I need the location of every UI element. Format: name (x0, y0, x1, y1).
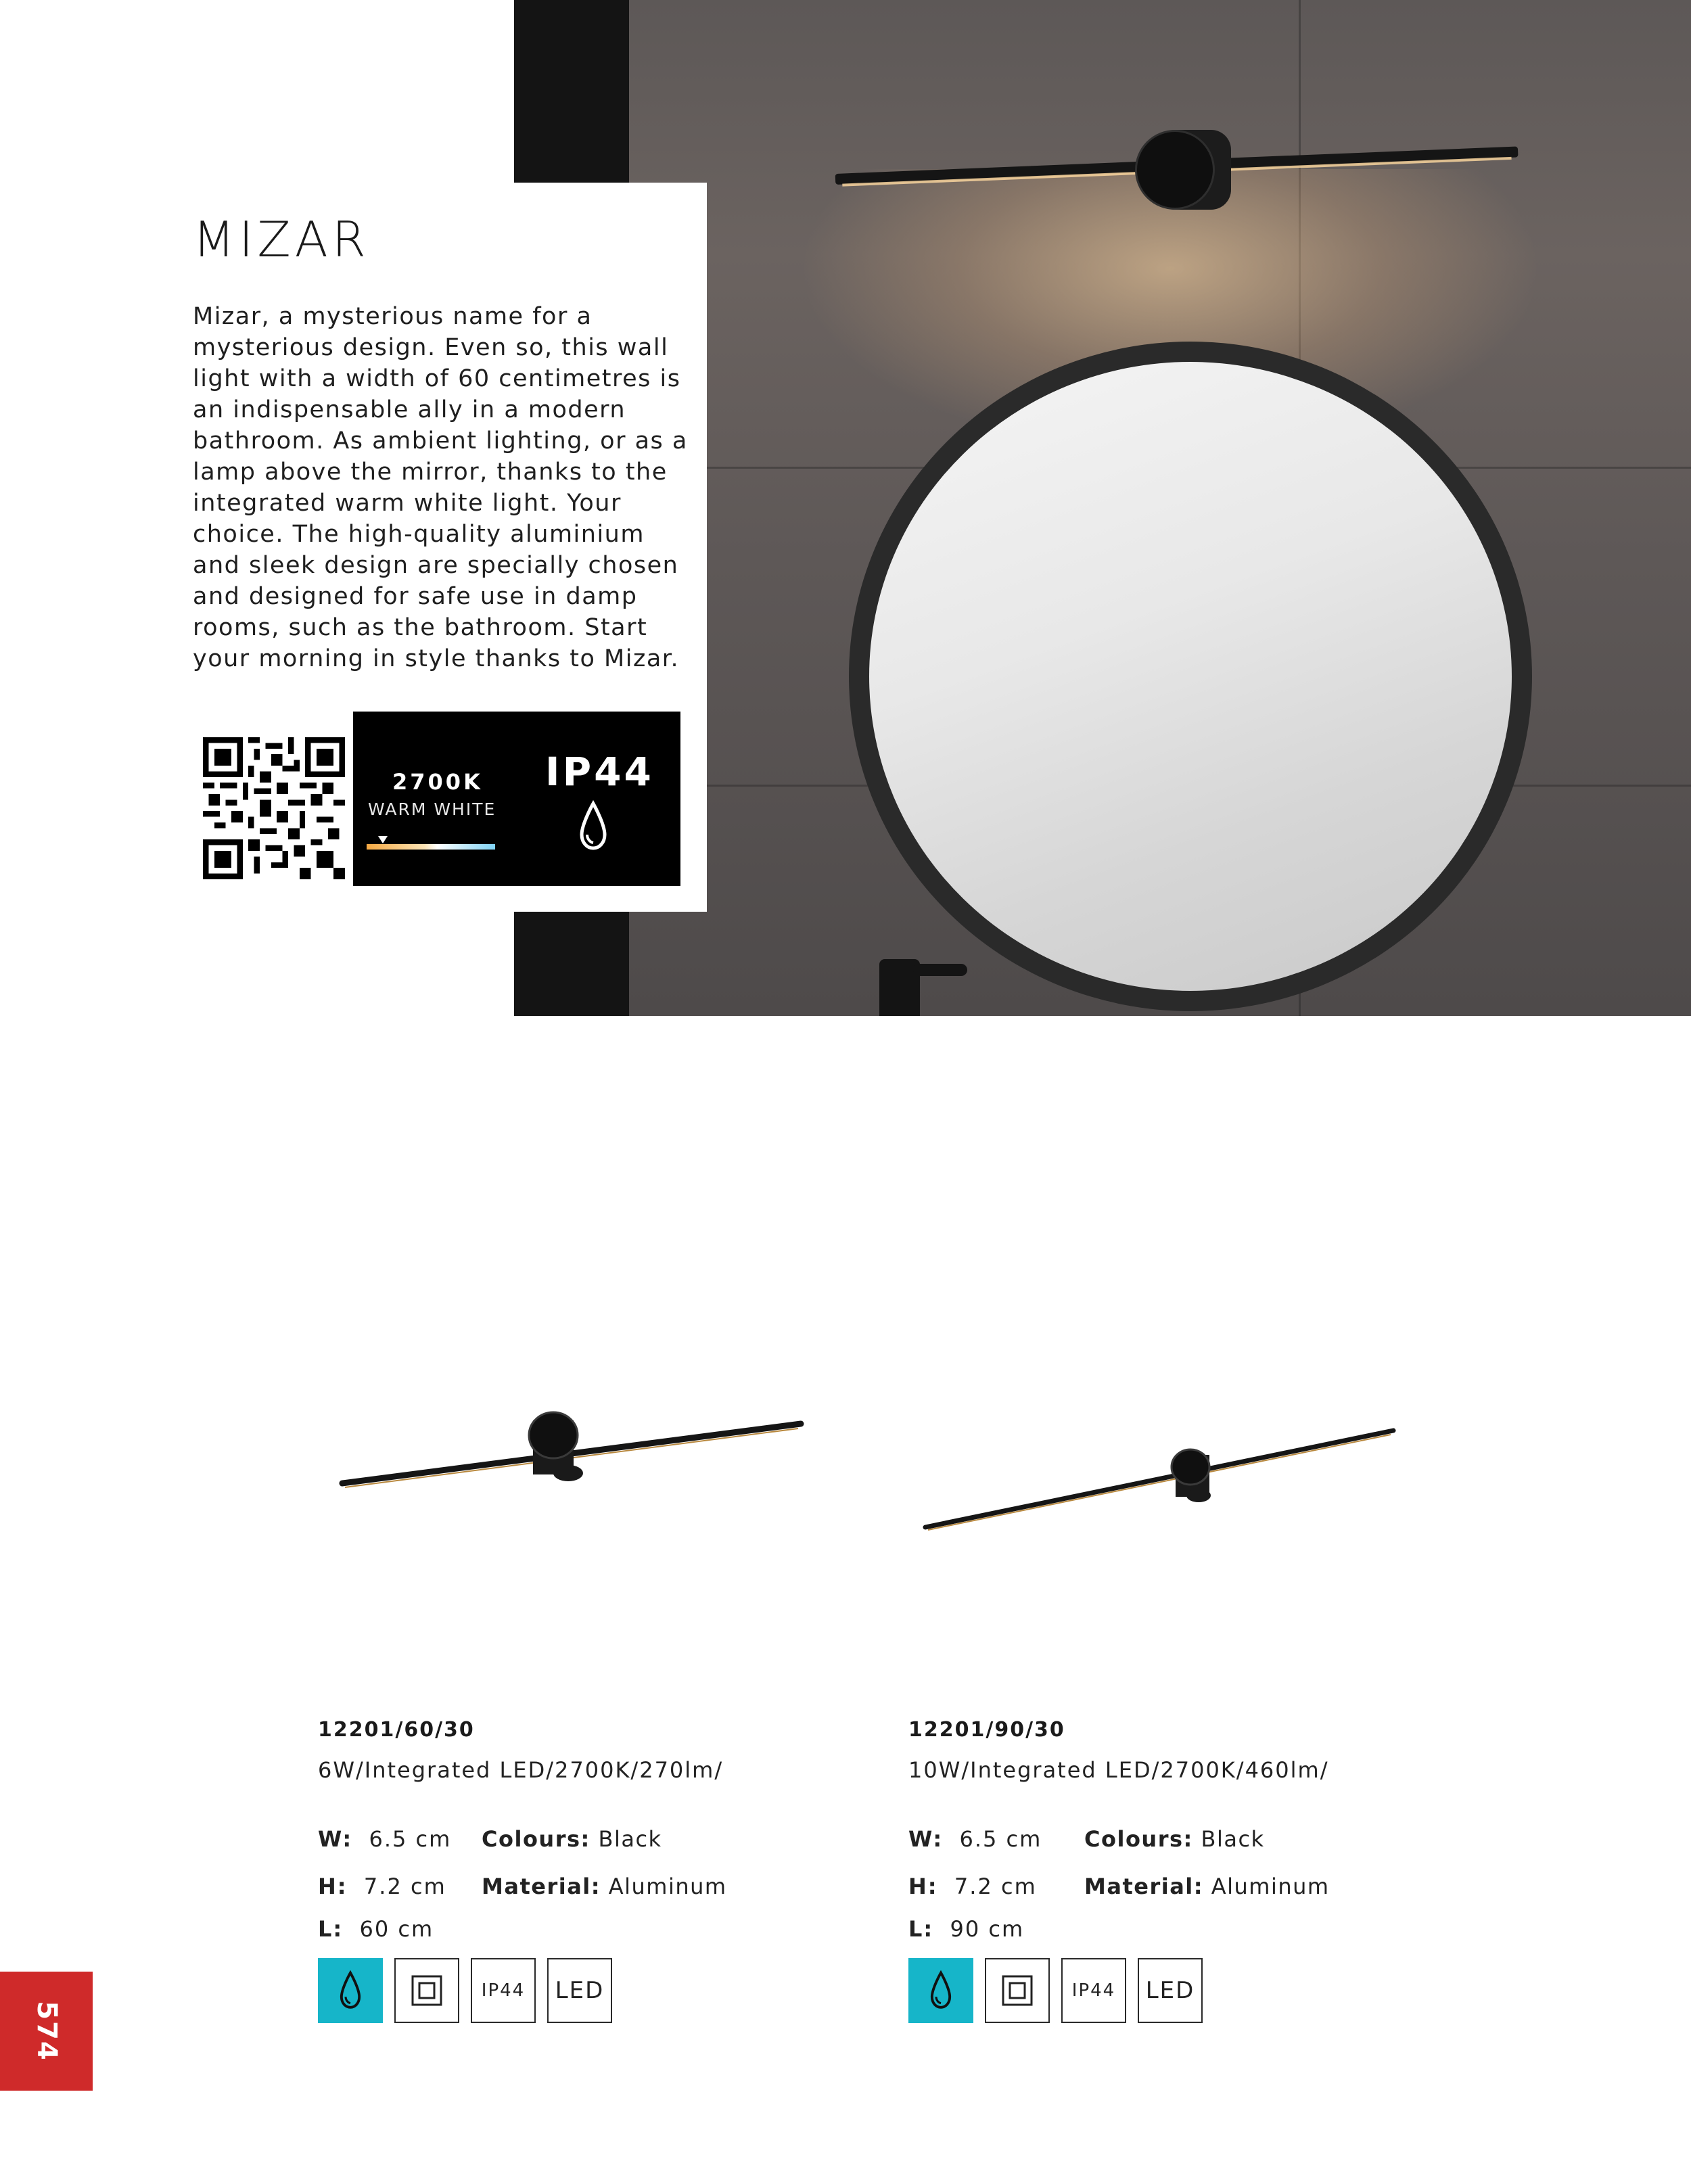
product-image-90cm (920, 1417, 1407, 1539)
water-drop-icon (576, 799, 610, 854)
length-row (908, 1916, 1024, 1942)
height-row (318, 1874, 446, 1899)
light-badge (353, 712, 680, 886)
colours-label: Colours: (482, 1826, 590, 1852)
material-value: Aluminum (608, 1874, 727, 1899)
width-row (318, 1826, 451, 1852)
led-icon: LED (1138, 1958, 1203, 2023)
class-ii-icon (394, 1958, 459, 2023)
material-value: Aluminum (1211, 1874, 1330, 1899)
width-value: 6.5 cm (959, 1826, 1042, 1852)
color-temperature-label: WARM WHITE (368, 799, 496, 819)
product-title: MIZAR (193, 211, 370, 268)
faucet-arm (913, 964, 967, 976)
length-value: 60 cm (359, 1916, 434, 1942)
class-ii-icon (985, 1958, 1050, 2023)
led-icon: LED (547, 1958, 612, 2023)
round-mirror (849, 342, 1532, 1011)
qr-code-icon (203, 737, 345, 879)
water-drop-icon (318, 1958, 383, 2023)
ip44-icon: IP44 (471, 1958, 536, 2023)
scale-marker-icon (378, 836, 388, 843)
height-value: 7.2 cm (954, 1874, 1037, 1899)
colours-value: Black (1201, 1826, 1265, 1852)
ip-rating: IP44 (545, 749, 654, 795)
product-code: 12201/90/30 (908, 1718, 1065, 1742)
colours-label: Colours: (1084, 1826, 1193, 1852)
width-label: W: (318, 1826, 353, 1852)
length-value: 90 cm (950, 1916, 1025, 1942)
product-image-60cm (325, 1393, 812, 1515)
colours-row (1084, 1826, 1265, 1852)
product-spec: 10W/Integrated LED/2700K/460lm/ (908, 1757, 1329, 1783)
width-value: 6.5 cm (369, 1826, 452, 1852)
water-drop-icon (908, 1958, 973, 2023)
product-spec: 6W/Integrated LED/2700K/270lm/ (318, 1757, 724, 1783)
color-temperature: 2700K (392, 769, 483, 795)
width-label: W: (908, 1826, 944, 1852)
page-number-tab (0, 1972, 93, 2091)
length-label: L: (318, 1916, 344, 1942)
product-code: 12201/60/30 (318, 1718, 475, 1742)
length-row (318, 1916, 434, 1942)
height-row (908, 1874, 1037, 1899)
material-label: Material: (1084, 1874, 1204, 1899)
color-temperature-scale (367, 844, 495, 850)
height-label: H: (908, 1874, 938, 1899)
height-label: H: (318, 1874, 348, 1899)
colours-row (482, 1826, 662, 1852)
colours-value: Black (598, 1826, 662, 1852)
ip44-icon: IP44 (1061, 1958, 1126, 2023)
material-row (1084, 1874, 1330, 1899)
material-row (482, 1874, 727, 1899)
length-label: L: (908, 1916, 934, 1942)
height-value: 7.2 cm (363, 1874, 446, 1899)
material-label: Material: (482, 1874, 601, 1899)
product-description: Mizar, a mysterious name for a mysterious design. Even so, this wall light with a width of 60 centimetres is an indispensable ally in a modern bathroom. As ambient lighting, or as a lamp above the mirror, thanks to the integrated warm white light. Your choice. The high-quality aluminium and sleek design are specially chosen and designed for safe use in damp rooms, such as the bathroom. Start your morning in style thanks to Mizar. (193, 303, 688, 672)
wall-lamp-cap (1135, 130, 1215, 210)
page-number: 574 (30, 2001, 62, 2062)
width-row (908, 1826, 1042, 1852)
qr-code[interactable] (203, 737, 345, 879)
